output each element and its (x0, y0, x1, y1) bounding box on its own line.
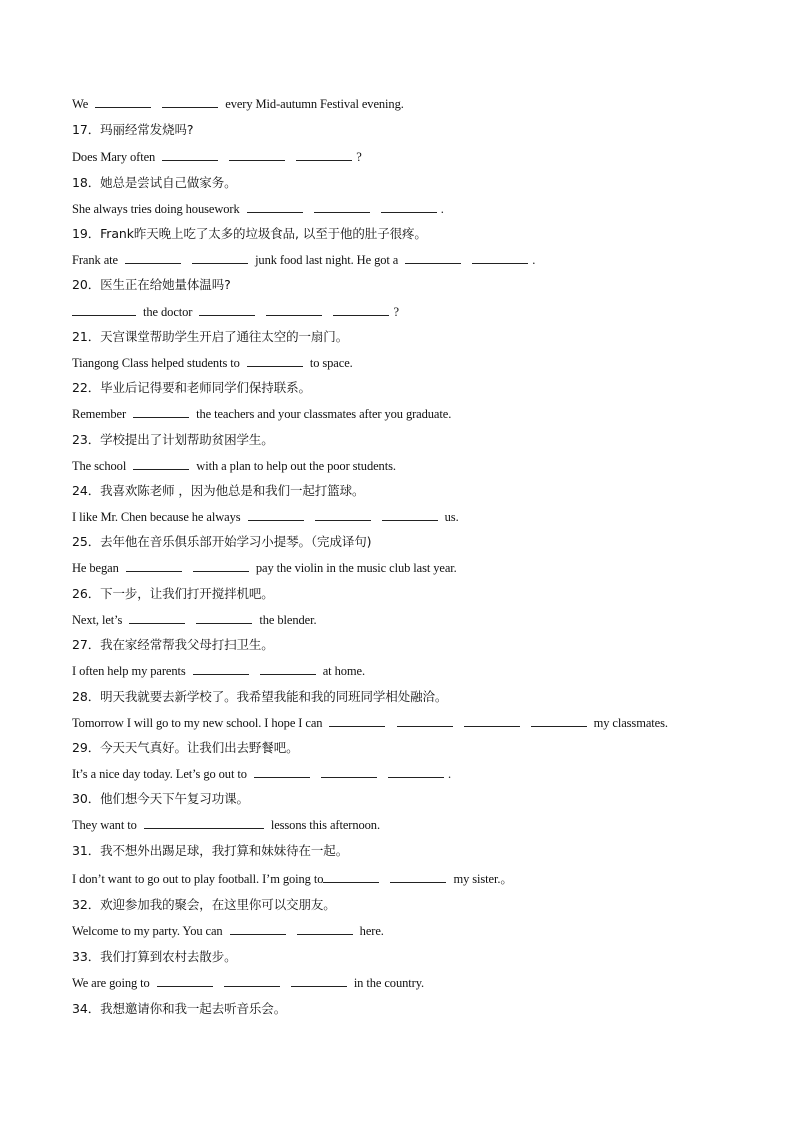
question-26 (72, 584, 274, 604)
answer-blank[interactable] (247, 355, 303, 367)
question-text: 20．医生正在给她量体温吗? (72, 277, 231, 292)
answer-blank[interactable] (247, 201, 303, 213)
text-segment: They want to (72, 818, 137, 832)
question-20 (72, 275, 231, 295)
text-segment: . (440, 202, 444, 216)
text-segment: Welcome to my party. You can (72, 924, 223, 938)
question-28 (72, 687, 447, 707)
question-text: 32．欢迎参加我的聚会，在这里你可以交朋友。 (72, 897, 336, 912)
question-21 (72, 327, 348, 347)
answer-line-31 (72, 869, 513, 889)
text-segment: The school (72, 459, 127, 473)
answer-blank[interactable] (297, 923, 353, 935)
question-text: 30．他们想今天下午复习功课。 (72, 791, 249, 806)
answer-blank[interactable] (382, 509, 438, 521)
answer-blank[interactable] (254, 766, 310, 778)
question-text: 26．下一步，让我们打开搅拌机吧。 (72, 586, 274, 601)
answer-blank[interactable] (266, 304, 322, 316)
question-30 (72, 789, 249, 809)
answer-blank[interactable] (390, 871, 446, 883)
answer-blank[interactable] (133, 458, 189, 470)
question-19 (72, 224, 427, 244)
question-27 (72, 635, 274, 655)
text-segment: I like Mr. Chen because he always (72, 510, 241, 524)
text-segment: She always tries doing housework (72, 202, 240, 216)
answer-line-32 (72, 921, 384, 941)
question-22 (72, 378, 311, 398)
text-segment: the blender. (259, 613, 317, 627)
answer-line-21 (72, 353, 353, 373)
answer-blank[interactable] (388, 766, 444, 778)
question-text: 29．今天天气真好。让我们出去野餐吧。 (72, 740, 299, 755)
text-segment: We (72, 97, 89, 111)
text-segment: Tomorrow I will go to my new school. I hope I can (72, 716, 323, 730)
text-segment: I often help my parents (72, 664, 186, 678)
question-text: 22．毕业后记得要和老师同学们保持联系。 (72, 380, 311, 395)
question-text: 23．学校提出了计划帮助贫困学生。 (72, 432, 274, 447)
answer-line-25 (72, 558, 457, 578)
text-segment: I don’t want to go out to play football. I’m going to (72, 872, 324, 886)
answer-blank[interactable] (472, 252, 528, 264)
answer-blank[interactable] (315, 509, 371, 521)
question-text: 25．去年他在音乐俱乐部开始学习小提琴。（完成译句) (72, 534, 372, 549)
answer-line-29 (72, 764, 451, 784)
answer-blank[interactable] (199, 304, 255, 316)
question-text: 27．我在家经常帮我父母打扫卫生。 (72, 637, 274, 652)
text-segment: with a plan to help out the poor students. (196, 459, 396, 473)
answer-line-22 (72, 404, 451, 424)
question-23 (72, 430, 274, 450)
answer-blank[interactable] (314, 201, 370, 213)
answer-line-20 (72, 302, 399, 322)
question-24 (72, 481, 364, 501)
text-segment: my classmates. (593, 716, 668, 730)
text-segment: . (447, 767, 451, 781)
text-segment: us. (444, 510, 459, 524)
text-segment: to space. (309, 356, 353, 370)
answer-blank[interactable] (248, 509, 304, 521)
answer-blank[interactable] (260, 663, 316, 675)
answer-blank[interactable] (95, 96, 151, 108)
question-17 (72, 120, 193, 140)
answer-blank[interactable] (229, 149, 285, 161)
question-text: 31．我不想外出踢足球，我打算和妹妹待在一起。 (72, 843, 349, 858)
answer-blank[interactable] (333, 304, 389, 316)
question-18 (72, 173, 237, 193)
text-segment: Does Mary often (72, 150, 156, 164)
text-segment: . (532, 253, 536, 267)
text-segment: my sister.。 (453, 872, 513, 886)
answer-blank[interactable] (230, 923, 286, 935)
question-text: 18．她总是尝试自己做家务。 (72, 175, 237, 190)
answer-blank[interactable] (321, 766, 377, 778)
answer-blank[interactable] (129, 612, 185, 624)
answer-line-27 (72, 661, 365, 681)
answer-blank[interactable] (196, 612, 252, 624)
question-text: 33．我们打算到农村去散步。 (72, 949, 237, 964)
answer-blank[interactable] (405, 252, 461, 264)
text-segment: in the country. (353, 976, 425, 990)
answer-line-16 (72, 94, 404, 114)
answer-blank[interactable] (193, 560, 249, 572)
answer-line-18 (72, 199, 444, 219)
answer-blank[interactable] (296, 149, 352, 161)
answer-line-26 (72, 610, 317, 630)
text-segment: pay the violin in the music club last year. (255, 561, 457, 575)
question-29 (72, 738, 299, 758)
text-segment: the doctor (143, 305, 193, 319)
answer-blank[interactable] (126, 560, 182, 572)
answer-blank[interactable] (125, 252, 181, 264)
question-34 (72, 999, 286, 1019)
question-text: 34．我想邀请你和我一起去听音乐会。 (72, 1001, 287, 1016)
question-text: 19．Frank昨天晚上吃了太多的垃圾食品, 以至于他的肚子很疼。 (72, 226, 427, 241)
question-33 (72, 947, 237, 967)
answer-blank[interactable] (381, 201, 437, 213)
answer-blank[interactable] (157, 975, 213, 987)
text-segment: junk food last night. He got a (255, 253, 399, 267)
text-segment: every Mid-autumn Festival evening. (225, 97, 404, 111)
question-text: 24．我喜欢陈老师 ，因为他总是和我们一起打篮球。 (72, 483, 365, 498)
text-segment: Next, let’s (72, 613, 123, 627)
answer-line-28 (72, 713, 668, 733)
text-segment: at home. (322, 664, 365, 678)
question-text: 28．明天我就要去新学校了。我希望我能和我的同班同学相处融洽。 (72, 689, 448, 704)
answer-line-23 (72, 456, 396, 476)
answer-blank[interactable] (224, 975, 280, 987)
answer-blank[interactable] (144, 817, 264, 829)
text-segment: Tiangong Class helped students to (72, 356, 240, 370)
answer-blank[interactable] (397, 715, 453, 727)
text-segment: Remember (72, 407, 127, 421)
text-segment: ? (356, 150, 362, 164)
question-31 (72, 841, 348, 861)
answer-blank[interactable] (329, 715, 385, 727)
answer-line-17 (72, 147, 362, 167)
answer-blank[interactable] (162, 149, 218, 161)
answer-blank[interactable] (291, 975, 347, 987)
text-segment: here. (359, 924, 384, 938)
text-segment: He began (72, 561, 119, 575)
text-segment: Frank ate (72, 253, 118, 267)
answer-line-19 (72, 250, 535, 270)
answer-blank[interactable] (531, 715, 587, 727)
answer-line-24 (72, 507, 459, 527)
answer-line-33 (72, 973, 424, 993)
question-text: 21．天宫课堂帮助学生开启了通往太空的一扇门。 (72, 329, 349, 344)
text-segment: the teachers and your classmates after you graduate. (196, 407, 452, 421)
text-segment: lessons this afternoon. (270, 818, 380, 832)
answer-blank[interactable] (464, 715, 520, 727)
answer-blank[interactable] (323, 871, 379, 883)
answer-blank[interactable] (162, 96, 218, 108)
question-text: 17．玛丽经常发烧吗? (72, 122, 194, 137)
question-32 (72, 895, 336, 915)
answer-blank[interactable] (72, 304, 136, 316)
question-25 (72, 532, 371, 552)
text-segment: ? (393, 305, 399, 319)
answer-blank[interactable] (192, 252, 248, 264)
text-segment: We are going to (72, 976, 150, 990)
answer-blank[interactable] (133, 406, 189, 418)
text-segment: It’s a nice day today. Let’s go out to (72, 767, 247, 781)
answer-blank[interactable] (193, 663, 249, 675)
answer-line-30 (72, 815, 380, 835)
